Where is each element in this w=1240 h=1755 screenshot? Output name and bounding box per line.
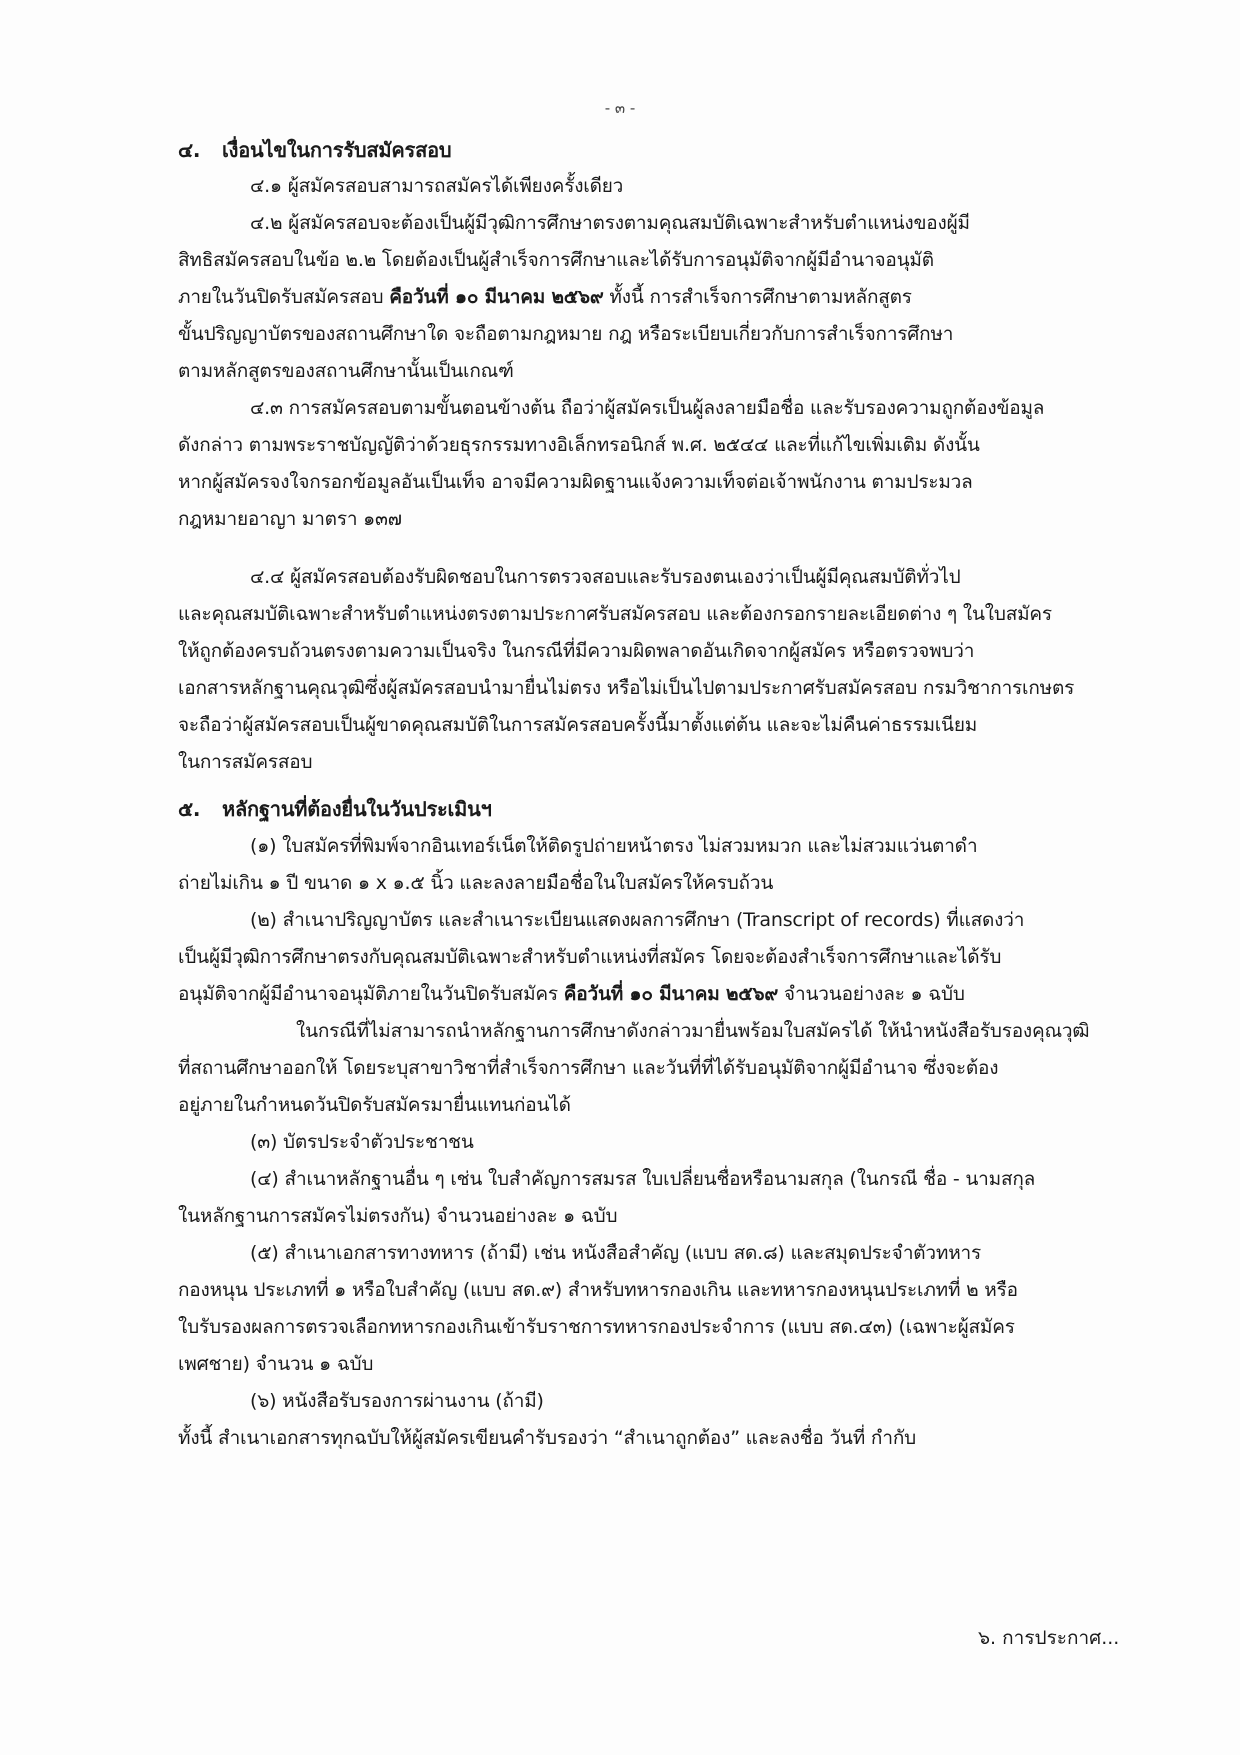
para-4-2-line1: ๔.๒ ผู้สมัครสอบจะต้องเป็นผู้มีวุฒิการศึกษาตรงตามคุณสมบัติเฉพาะสำหรับตำแหน่งของผู้มี [250, 212, 970, 234]
section-4-heading [178, 136, 451, 164]
para-4-1: ๔.๑ ผู้สมัครสอบสามารถสมัครได้เพียงครั้งเดียว [250, 175, 624, 197]
item-3: (๓) บัตรประจำตัวประชาชน [250, 1131, 474, 1153]
para-4-2-line4: ขั้นปริญญาบัตรของสถานศึกษาใด จะถือตามกฎหมาย กฎ หรือระเบียบเกี่ยวกับการสำเร็จการศึกษา [178, 323, 954, 345]
section-4-title: เงื่อนไขในการรับสมัครสอบ [222, 138, 452, 162]
closing-date: คือวันที่ ๑๐ มีนาคม ๒๕๖๙ [389, 286, 604, 308]
para-4-4-line1: ๔.๔ ผู้สมัครสอบต้องรับผิดชอบในการตรวจสอบและรับรองตนเองว่าเป็นผู้มีคุณสมบัติทั่วไป [250, 566, 961, 588]
item-4-line2: ในหลักฐานการสมัครไม่ตรงกัน) จำนวนอย่างละ ๑ ฉบับ [178, 1205, 618, 1227]
item-2-note-line1: ในกรณีที่ไม่สามารถนำหลักฐานการศึกษาดังกล่าวมายื่นพร้อมใบสมัครได้ ให้นำหนังสือรับรองคุณวุฒิ [296, 1020, 1090, 1042]
para-4-4-line2: และคุณสมบัติเฉพาะสำหรับตำแหน่งตรงตามประกาศรับสมัครสอบ และต้องกรอกรายละเอียดต่าง ๆ ในใบสมัคร [178, 603, 1052, 625]
para-4-4-line3: ให้ถูกต้องครบถ้วนตรงตามความเป็นจริง ในกรณีที่มีความผิดพลาดอันเกิดจากผู้สมัคร หรือตรวจพบว่า [178, 640, 975, 662]
item-2-line2: เป็นผู้มีวุฒิการศึกษาตรงกับคุณสมบัติเฉพาะสำหรับตำแหน่งที่สมัคร โดยจะต้องสำเร็จการศึกษาและได้รับ [178, 946, 1002, 968]
closing-date: คือวันที่ ๑๐ มีนาคม ๒๕๖๙ [563, 983, 779, 1005]
item-5-line1: (๕) สำเนาเอกสารทางทหาร (ถ้ามี) เช่น หนังสือสำคัญ (แบบ สด.๘) และสมุดประจำตัวทหาร [250, 1242, 982, 1264]
continuation-reference: ๖. การประกาศ... [978, 1627, 1120, 1649]
item-2-line1: (๒) สำเนาปริญญาบัตร และสำเนาระเบียนแสดงผลการศึกษา (Transcript of records) ที่แสดงว่า [250, 909, 1025, 931]
section-5-number: ๕. [178, 797, 201, 821]
para-4-3-line2: ดังกล่าว ตามพระราชบัญญัติว่าด้วยธุรกรรมทางอิเล็กทรอนิกส์ พ.ศ. ๒๕๔๔ และที่แก้ไขเพิ่มเติม ดังนั้น [178, 434, 980, 456]
section-5-heading [178, 795, 492, 823]
item-5-line2: กองหนุน ประเภทที่ ๑ หรือใบสำคัญ (แบบ สด.๙) สำหรับทหารกองเกิน และทหารกองหนุนประเภทที่ ๒ หรือ [178, 1279, 1018, 1301]
item-5-line3: ใบรับรองผลการตรวจเลือกทหารกองเกินเข้ารับราชการทหารกองประจำการ (แบบ สด.๔๓) (เฉพาะผู้สมัคร [178, 1316, 1015, 1338]
para-4-2-line3: ภายในวันปิดรับสมัครสอบ คือวันที่ ๑๐ มีนาคม ๒๕๖๙ ทั้งนี้ การสำเร็จการศึกษาตามหลักสูตร [178, 286, 912, 308]
item-4-line1: (๔) สำเนาหลักฐานอื่น ๆ เช่น ใบสำคัญการสมรส ใบเปลี่ยนชื่อหรือนามสกุล (ในกรณี ชื่อ - นามสกุล [250, 1168, 1036, 1190]
section-5-title: หลักฐานที่ต้องยื่นในวันประเมินฯ [222, 797, 492, 821]
item-1-line2: ถ่ายไม่เกิน ๑ ปี ขนาด ๑ x ๑.๕ นิ้ว และลงลายมือชื่อในใบสมัครให้ครบถ้วน [178, 872, 774, 894]
para-4-2-line5: ตามหลักสูตรของสถานศึกษานั้นเป็นเกณฑ์ [178, 360, 514, 382]
item-2-line3: อนุมัติจากผู้มีอำนาจอนุมัติภายในวันปิดรับสมัคร คือวันที่ ๑๐ มีนาคม ๒๕๖๙ จำนวนอย่างละ ๑ ฉบับ [178, 983, 965, 1005]
para-4-2-line2: สิทธิสมัครสอบในข้อ ๒.๒ โดยต้องเป็นผู้สำเร็จการศึกษาและได้รับการอนุมัติจากผู้มีอำนาจอนุมัติ [178, 249, 934, 271]
item-2-note-line2: ที่สถานศึกษาออกให้ โดยระบุสาขาวิชาที่สำเร็จการศึกษา และวันที่ที่ได้รับอนุมัติจากผู้มีอำนาจ ซึ่งจะต้อง [178, 1057, 999, 1079]
para-4-3-line3: หากผู้สมัครจงใจกรอกข้อมูลอันเป็นเท็จ อาจมีความผิดฐานแจ้งความเท็จต่อเจ้าพนักงาน ตามประมวล [178, 471, 973, 493]
section-4-number: ๔. [178, 138, 201, 162]
para-4-4-line4: เอกสารหลักฐานคุณวุฒิซึ่งผู้สมัครสอบนำมายื่นไม่ตรง หรือไม่เป็นไปตามประกาศรับสมัครสอบ กรมวิชาการเกษตร [178, 677, 1075, 699]
para-4-3-line4: กฎหมายอาญา มาตรา ๑๓๗ [178, 508, 402, 530]
page-number: - ๓ - [604, 99, 636, 117]
item-5-line4: เพศชาย) จำนวน ๑ ฉบับ [178, 1353, 374, 1375]
para-4-4-line5: จะถือว่าผู้สมัครสอบเป็นผู้ขาดคุณสมบัติในการสมัครสอบครั้งนี้มาตั้งแต่ต้น และจะไม่คืนค่าธรรมเนียม [178, 714, 978, 736]
para-4-4-line6: ในการสมัครสอบ [178, 751, 313, 773]
item-1-line1: (๑) ใบสมัครที่พิมพ์จากอินเทอร์เน็ตให้ติดรูปถ่ายหน้าตรง ไม่สวมหมวก และไม่สวมแว่นตาดำ [250, 835, 978, 857]
para-4-3-line1: ๔.๓ การสมัครสอบตามขั้นตอนข้างต้น ถือว่าผู้สมัครเป็นผู้ลงลายมือชื่อ และรับรองความถูกต้องข้อมูล [250, 397, 1045, 419]
certification-note: ทั้งนี้ สำเนาเอกสารทุกฉบับให้ผู้สมัครเขียนคำรับรองว่า “สำเนาถูกต้อง” และลงชื่อ วันที่ กำกับ [178, 1427, 917, 1449]
item-6: (๖) หนังสือรับรองการผ่านงาน (ถ้ามี) [250, 1390, 544, 1412]
item-2-note-line3: อยู่ภายในกำหนดวันปิดรับสมัครมายื่นแทนก่อนได้ [178, 1094, 571, 1116]
